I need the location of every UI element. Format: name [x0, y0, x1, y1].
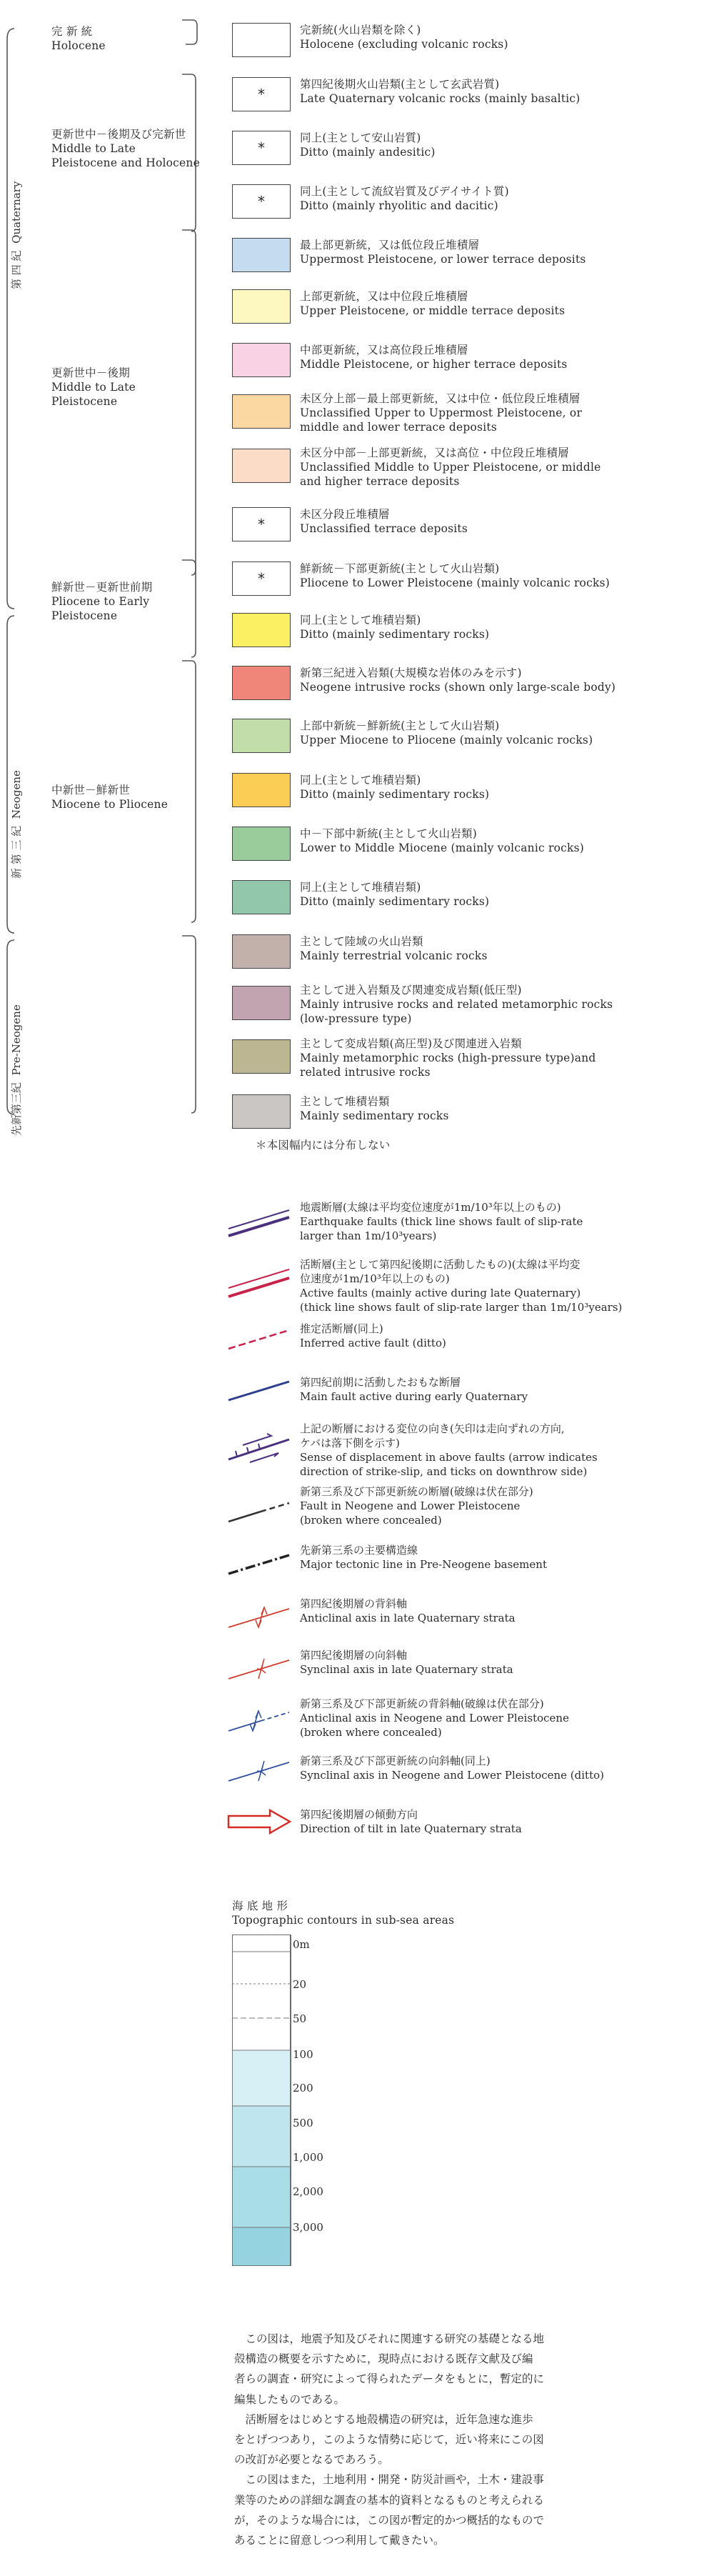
epoch-label-late-quaternary: 更新世中－後期及び完新世 Middle to Late Pleistocene and Holocene	[51, 128, 200, 169]
unit-swatch	[232, 613, 291, 647]
unit-swatch	[232, 449, 291, 483]
unit-swatch	[232, 343, 291, 377]
depth-label: 3,000	[293, 2221, 323, 2234]
unit-label: 鮮新統－下部更新統(主として火山岩類) Pliocene to Lower Pleistocene (mainly volcanic rocks)	[300, 562, 610, 589]
displacement-sense-symbol	[221, 1425, 296, 1468]
fault-label: 地震断層(太線は平均変位速度が1m/10³年以上のもの) Earthquake faults (thick line shows fault of slip-rate larger than 1m/10³years)	[300, 1201, 583, 1242]
tectonic-line-symbol	[221, 1545, 296, 1581]
anticline-neogene-symbol	[221, 1702, 296, 1738]
earthquake-fault-symbol	[221, 1207, 296, 1243]
unit-swatch	[232, 23, 291, 57]
neogene-fault-symbol	[221, 1493, 296, 1529]
unit-swatch	[232, 394, 291, 429]
fault-label: 新第三系及び下部更新統の向斜軸(同上) Synclinal axis in Neogene and Lower Pleistocene (ditto)	[300, 1754, 604, 1782]
epoch-label-miocene-pliocene: 中新世－鮮新世 Miocene to Pliocene	[51, 784, 169, 811]
unit-label: 未区分段丘堆積層 Unclassified terrace deposits	[300, 508, 468, 535]
footnote-not-distributed: ＊本図幅内には分布しない	[256, 1139, 391, 1152]
inferred-active-fault-symbol	[221, 1322, 296, 1357]
fault-label: 活断層(主として第四紀後期に活動したもの)(太線は平均変 位速度が1m/10³年以上のもの) Active faults (mainly active during late Quaternary) (thick line shows fault of slip-rate larger than 1m/10³years)	[300, 1258, 623, 1314]
unit-swatch	[232, 289, 291, 324]
fault-label: 第四紀前期に活動したおもな断層 Main fault active during early Quaternary	[300, 1376, 528, 1403]
unit-swatch	[232, 719, 291, 753]
depth-label: 2,000	[293, 2185, 323, 2198]
unit-swatch	[232, 986, 291, 1020]
unit-swatch	[232, 238, 291, 272]
syncline-neogene-symbol	[221, 1752, 296, 1788]
unit-label: 同上(主として流紋岩質及びデイサイト質) Ditto (mainly rhyolitic and dacitic)	[300, 185, 509, 212]
unit-swatch: *	[232, 77, 291, 111]
unit-label: 主として変成岩類(高圧型)及び関連迸入岩類 Mainly metamorphic rocks (high-pressure type)and related intrusive rocks	[300, 1037, 596, 1079]
depth-label: 200	[293, 2082, 313, 2095]
anticline-late-quaternary-symbol	[221, 1599, 296, 1634]
unit-label: 第四紀後期火山岩類(主として玄武岩質) Late Quaternary volcanic rocks (mainly basaltic)	[300, 78, 580, 105]
fault-label: 第四紀後期層の背斜軸 Anticlinal axis in late Quaternary strata	[300, 1597, 516, 1624]
unit-label: 未区分上部－最上部更新統，又は中位・低位段丘堆積層 Unclassified Upper to Uppermost Pleistocene, or middle and lower terrace deposits	[300, 392, 583, 434]
fault-label: 新第三系及び下部更新統の断層(破線は伏在部分) Fault in Neogene and Lower Pleistocene (broken where concealed)	[300, 1485, 533, 1527]
unit-label: 上部更新統，又は中位段丘堆積層 Upper Pleistocene, or middle terrace deposits	[300, 290, 565, 317]
unit-label: 同上(主として堆積岩類) Ditto (mainly sedimentary rocks)	[300, 881, 490, 908]
era-label-quaternary: 第 四 紀 Quaternary	[10, 181, 23, 289]
unit-swatch	[232, 880, 291, 914]
era-label-pre-neogene: 先新第三紀 Pre-Neogene	[10, 1004, 23, 1136]
unit-swatch	[232, 1039, 291, 1074]
depth-label: 1,000	[293, 2151, 323, 2164]
unit-swatch	[232, 934, 291, 969]
depth-label: 100	[293, 2048, 313, 2061]
depth-label: 50	[293, 2012, 307, 2025]
early-quaternary-fault-symbol	[221, 1372, 296, 1407]
unit-swatch: *	[232, 184, 291, 219]
unit-label: 主として陸域の火山岩類 Mainly terrestrial volcanic rocks	[300, 935, 488, 962]
unit-label: 上部中新統－鮮新統(主として火山岩類) Upper Miocene to Pliocene (mainly volcanic rocks)	[300, 719, 593, 747]
fault-label: 推定活断層(同上) Inferred active fault (ditto)	[300, 1322, 446, 1349]
unit-label: 主として堆積岩類 Mainly sedimentary rocks	[300, 1095, 449, 1122]
epoch-label-pliocene-early-pleistocene: 鮮新世－更新世前期 Pliocene to Early Pleistocene	[51, 581, 153, 622]
unit-swatch	[232, 666, 291, 700]
fault-label: 先新第三系の主要構造線 Major tectonic line in Pre-Neogene basement	[300, 1544, 547, 1571]
unit-label: 完新統(火山岩類を除く) Holocene (excluding volcanic rocks)	[300, 24, 508, 51]
tilt-direction-arrow-symbol	[221, 1804, 296, 1840]
unit-label: 未区分中部－上部更新統，又は高位・中位段丘堆積層 Unclassified Middle to Upper Pleistocene, or middle and higher terrace deposits	[300, 446, 601, 488]
fault-label: 第四紀後期層の向斜軸 Synclinal axis in late Quaternary strata	[300, 1649, 513, 1676]
depth-label: 0m	[293, 1938, 310, 1951]
unit-swatch: *	[232, 131, 291, 165]
unit-label: 中－下部中新統(主として火山岩類) Lower to Middle Miocene (mainly volcanic rocks)	[300, 827, 585, 854]
unit-label: 同上(主として安山岩質) Ditto (mainly andesitic)	[300, 131, 436, 159]
fault-label: 新第三系及び下部更新統の背斜軸(破線は伏在部分) Anticlinal axis in Neogene and Lower Pleistocene (broken where concealed)	[300, 1697, 569, 1739]
epoch-label-middle-late-pleistocene: 更新世中－後期 Middle to Late Pleistocene	[51, 366, 136, 408]
era-label-neogene: 新 第 三 紀 Neogene	[10, 770, 23, 879]
unit-swatch	[232, 1094, 291, 1129]
sea-title: 海 底 地 形 Topographic contours in sub-sea areas	[232, 1899, 455, 1927]
unit-label: 同上(主として堆積岩類) Ditto (mainly sedimentary rocks)	[300, 614, 490, 641]
explanatory-note: この図は，地震予知及びそれに関連する研究の基礎となる地 殻構造の概要を示すために，現時点における既存文献及び編 者らの調査・研究によって得られたデータをもとに，暫定的に 編集したものである。 活断層をはじめとする地殻構造の研究は，近年急速な進歩 をとげつつあり，このような情勢に応じて，近い将来にこの図 の改訂が必要となるであろう。 この図はまた，土地利用・開発・防災計画や，土木・建設事 業等のための詳細な調査の基本的資料となるものと考えられる が，そのような場合には，この図が暫定的かつ概括的なもので あることに留意しつつ利用して戴きたい。	[234, 2332, 545, 2547]
unit-label: 新第三紀迸入岩類(大規模な岩体のみを示す) Neogene intrusive rocks (shown only large-scale body)	[300, 667, 616, 694]
unit-label: 主として迸入岩類及び関連変成岩類(低圧型) Mainly intrusive rocks and related metamorphic rocks (low-pressure type)	[300, 984, 613, 1025]
unit-label: 同上(主として堆積岩類) Ditto (mainly sedimentary rocks)	[300, 774, 490, 801]
unit-swatch	[232, 773, 291, 807]
unit-swatch: *	[232, 561, 291, 596]
unit-swatch: *	[232, 507, 291, 541]
unit-swatch	[232, 827, 291, 861]
active-fault-symbol	[221, 1268, 296, 1304]
epoch-label-holocene: 完 新 統 Holocene	[51, 25, 106, 52]
depth-label: 500	[293, 2117, 313, 2130]
unit-label: 中部更新統，又は高位段丘堆積層 Middle Pleistocene, or higher terrace deposits	[300, 344, 568, 371]
fault-label: 第四紀後期層の傾動方向 Direction of tilt in late Quaternary strata	[300, 1808, 522, 1835]
syncline-late-quaternary-symbol	[221, 1650, 296, 1686]
fault-label: 上記の断層における変位の向き(矢印は走向ずれの方向, ケバは落下側を示す) Sense of displacement in above faults (arrow indicates direction of strike-slip, and ticks on downthrow side)	[300, 1422, 598, 1478]
unit-label: 最上部更新統，又は低位段丘堆積層 Uppermost Pleistocene, or lower terrace deposits	[300, 239, 586, 266]
depth-label: 20	[293, 1978, 307, 1991]
